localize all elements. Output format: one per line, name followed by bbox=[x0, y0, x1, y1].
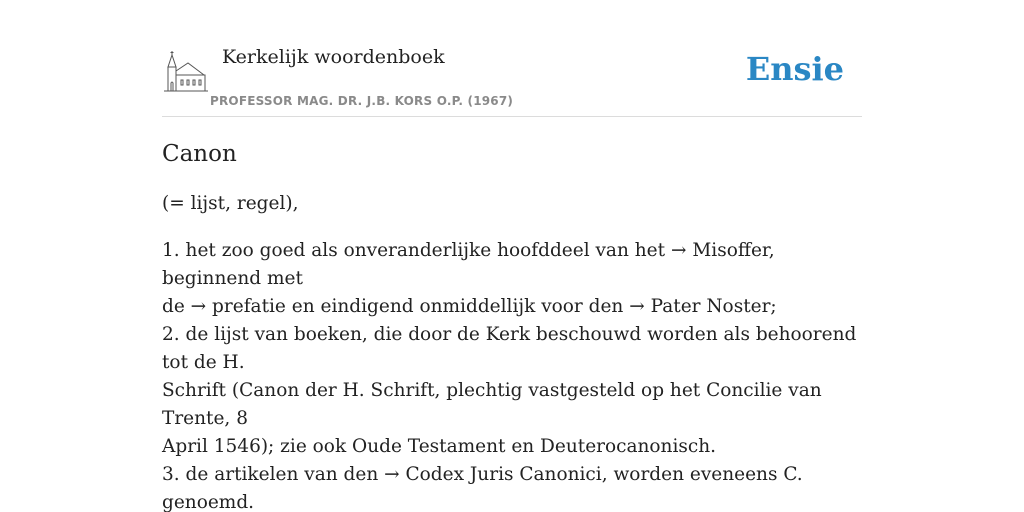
definition-item-2-line-2: Schrift (Canon der H. Schrift, plechtig vastgesteld op het Concilie van Trente, 8 bbox=[162, 380, 822, 429]
church-icon[interactable] bbox=[164, 49, 208, 95]
item-text: ; bbox=[770, 296, 777, 317]
definition-item-2-line-1: 2. de lijst van boeken, die door de Kerk beschouwd worden als behoorend tot de H. bbox=[162, 324, 857, 373]
entry-title: Canon bbox=[162, 141, 237, 167]
definition-item-1-line-2 bbox=[162, 293, 862, 321]
link-pater-noster[interactable]: → Pater Noster bbox=[629, 296, 771, 317]
definition-item-3 bbox=[162, 461, 862, 512]
link-codex-juris-canonici[interactable]: → Codex Juris Canonici bbox=[384, 464, 602, 485]
definition-item-1-line-1 bbox=[162, 237, 862, 293]
item-text: en eindigend onmiddellijk voor den bbox=[285, 296, 630, 317]
item-text: 3. de artikelen van den bbox=[162, 464, 385, 485]
book-title-link[interactable]: Kerkelijk woordenboek bbox=[222, 46, 445, 68]
item-text: , worden eveneens C. genoemd. bbox=[162, 464, 803, 512]
definition-item-2-line-3: April 1546); zie ook Oude Testament en Deuterocanonisch. bbox=[162, 436, 717, 457]
brand-logo-link[interactable]: Ensie bbox=[745, 50, 844, 88]
page-header bbox=[162, 40, 862, 117]
link-prefatie[interactable]: → prefatie bbox=[190, 296, 286, 317]
item-text: , beginnend met bbox=[162, 240, 775, 289]
short-definition: (= lijst, regel), bbox=[162, 193, 299, 214]
book-author: PROFESSOR MAG. DR. J.B. KORS O.P. (1967) bbox=[210, 94, 514, 108]
link-misoffer[interactable]: → Misoffer bbox=[670, 240, 769, 261]
item-text: 1. het zoo goed als onveranderlijke hoofddeel van het bbox=[162, 240, 671, 261]
entry-article bbox=[162, 138, 862, 512]
item-text: de bbox=[162, 296, 191, 317]
definition-list bbox=[162, 237, 862, 512]
